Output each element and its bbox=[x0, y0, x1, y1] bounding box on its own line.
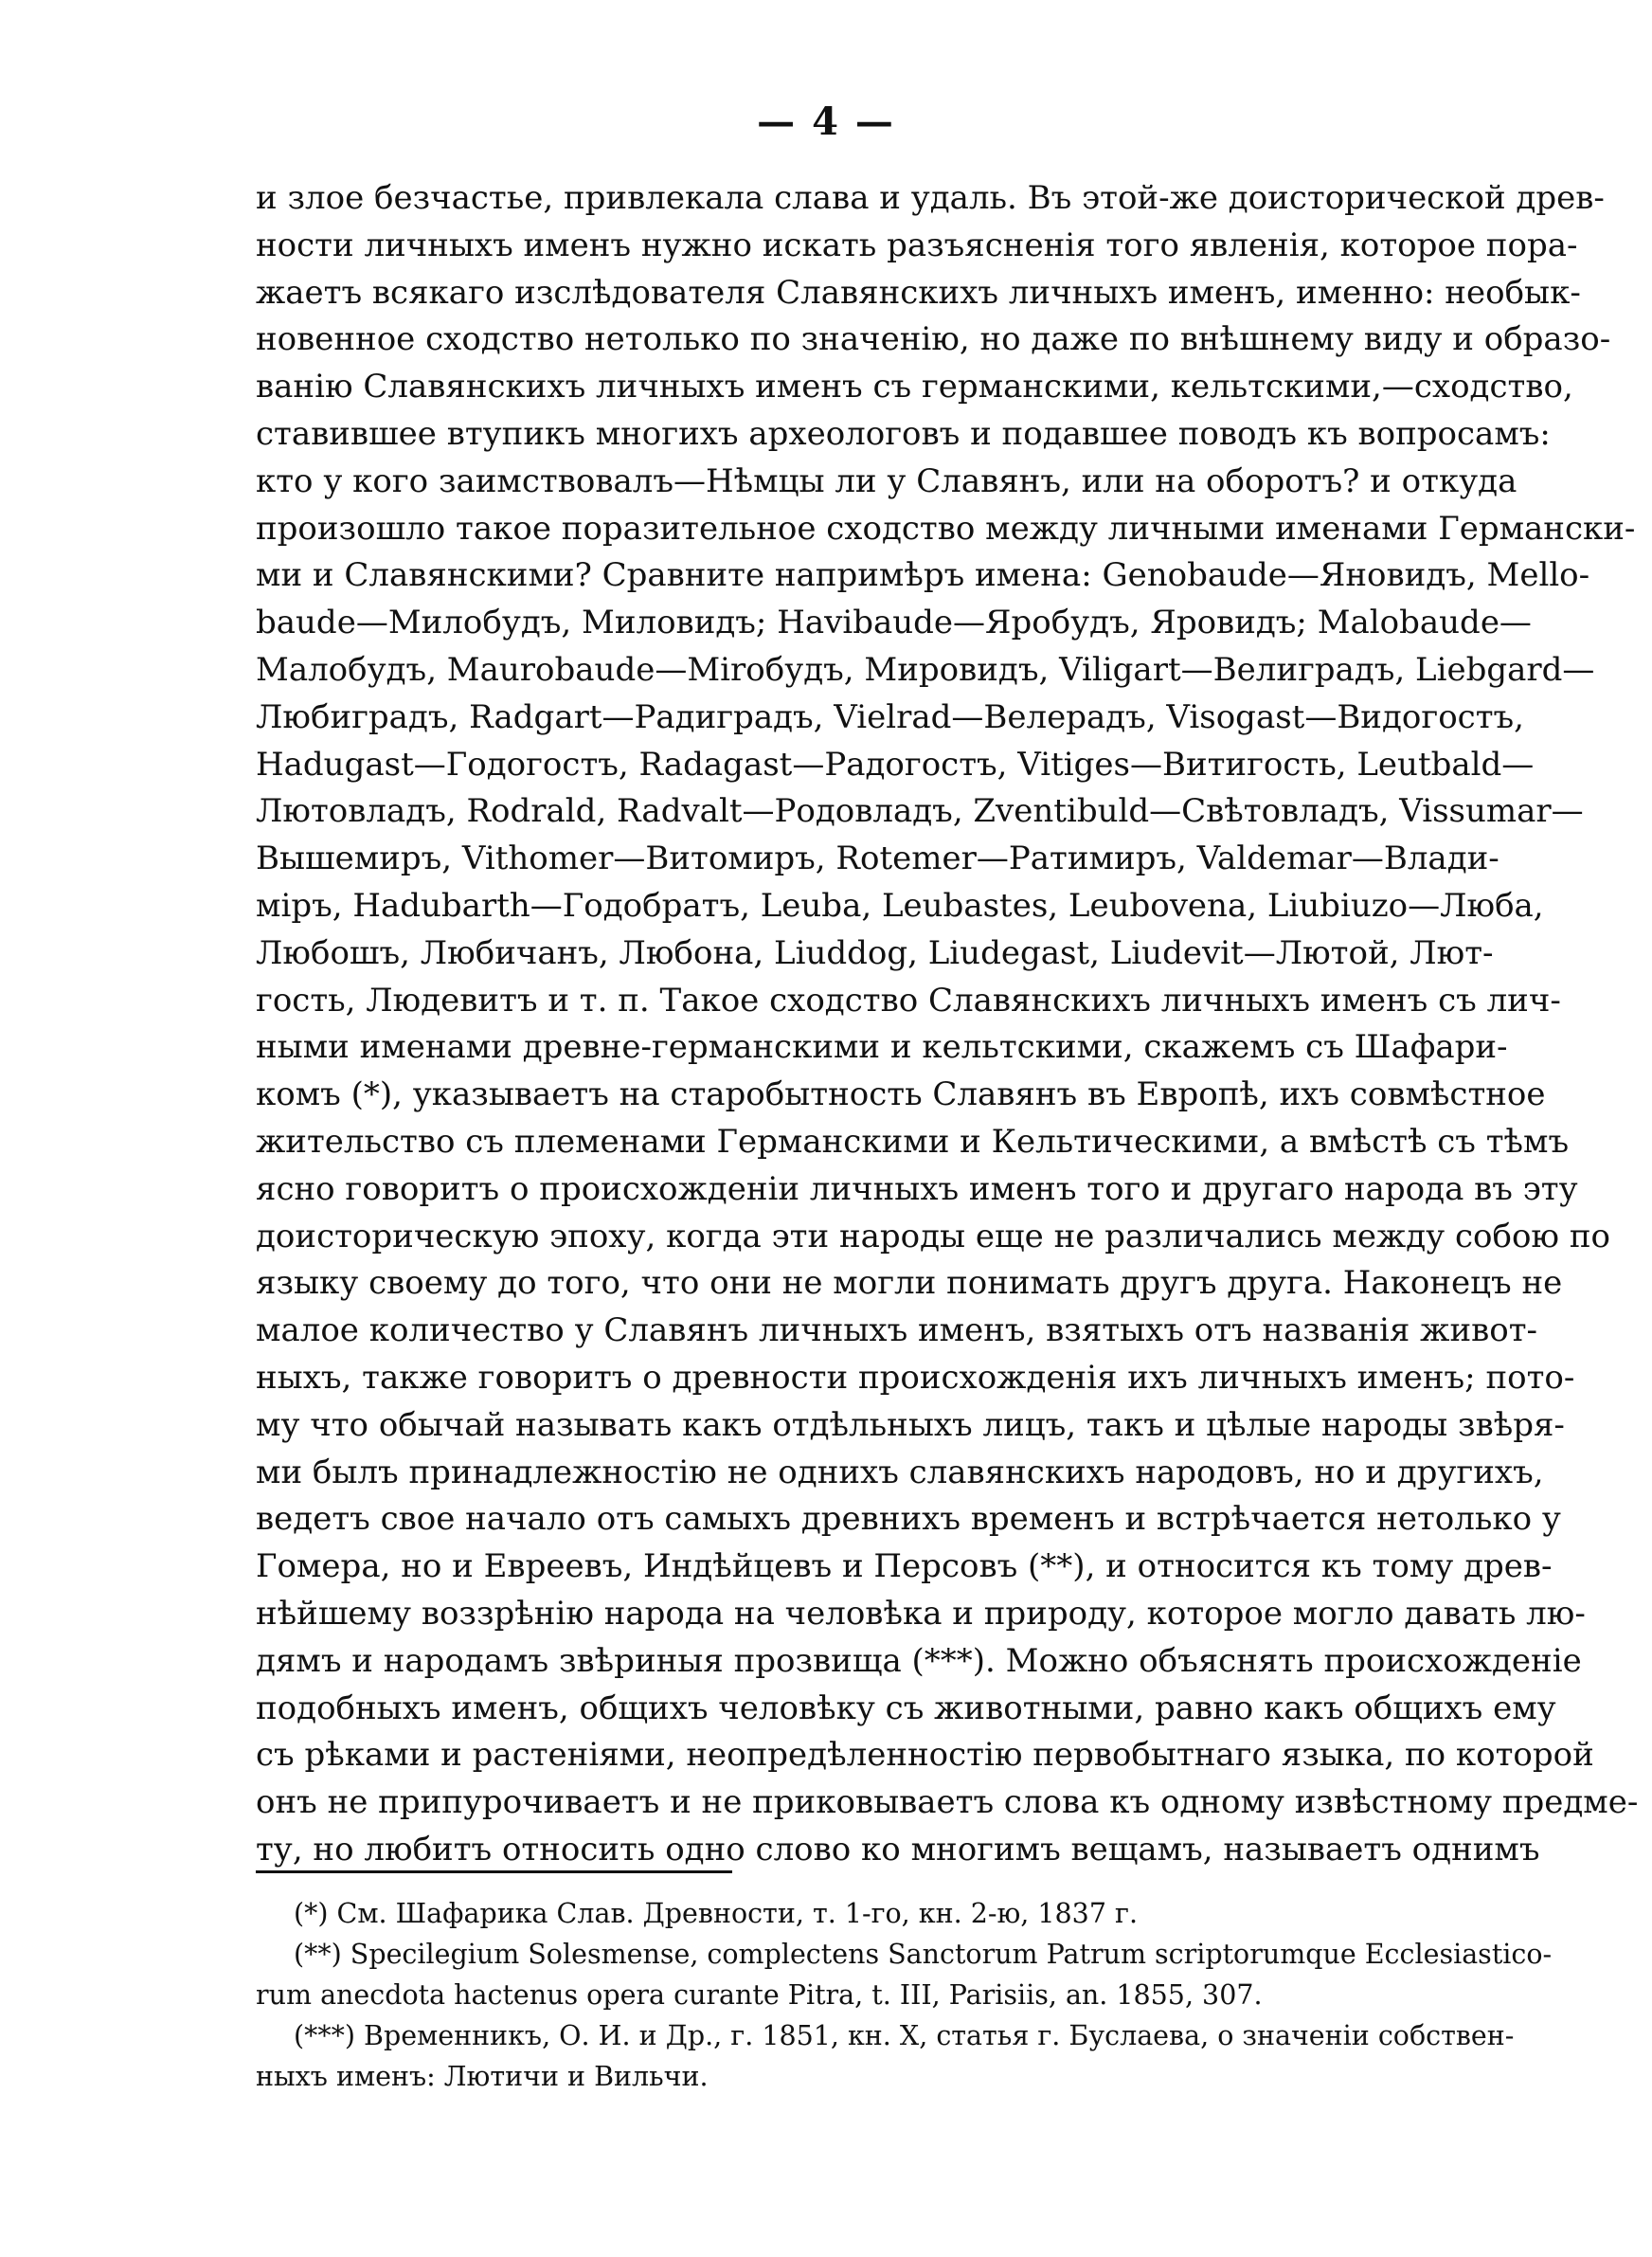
body-line: нѣйшему воззрѣнію народа на человѣка и природу, которое могло давать лю- bbox=[256, 1594, 1586, 1633]
body-line: языку своему до того, что они не могли понимать другъ друга. Наконецъ не bbox=[256, 1264, 1563, 1303]
body-line: онъ не припурочиваетъ и не приковываетъ слова къ одному извѣстному предме- bbox=[256, 1783, 1639, 1822]
footnote-line: ныхъ именъ: Лютичи и Вильчи. bbox=[256, 2061, 709, 2092]
body-line: подобныхъ именъ, общихъ человѣку съ животными, равно какъ общихъ ему bbox=[256, 1688, 1556, 1727]
body-line: малое количество у Славянъ личныхъ именъ, взятыхъ отъ названія живот- bbox=[256, 1311, 1538, 1350]
body-line: гость, Людевитъ и т. п. Такое сходство Славянскихъ личныхъ именъ съ лич- bbox=[256, 981, 1561, 1020]
body-line: ныхъ, также говоритъ о древности происхожденія ихъ личныхъ именъ; пото- bbox=[256, 1358, 1575, 1397]
body-line: ставившее втупикъ многихъ археологовъ и подавшее поводъ къ вопросамъ: bbox=[256, 414, 1551, 453]
body-line: кто у кого заимствовалъ—Нѣмцы ли у Славянъ, или на оборотъ? и откуда bbox=[256, 461, 1517, 500]
page-number: — 4 — bbox=[757, 99, 895, 144]
body-line: новенное сходство нетолько по значенію, но даже по внѣшнему виду и образо- bbox=[256, 320, 1611, 359]
body-line: Малобудъ, Maurobaude—Мirобудъ, Мировидъ, Viligart—Велиградъ, Liebgard— bbox=[256, 650, 1595, 689]
body-line: ванію Славянскихъ личныхъ именъ съ германскими, кельтскими,—сходство, bbox=[256, 368, 1573, 406]
body-line: Гомера, но и Евреевъ, Индѣйцевъ и Персовъ (**), и относится къ тому древ- bbox=[256, 1547, 1553, 1586]
body-line: baude—Милобудъ, Миловидъ; Havibaude—Яробудъ, Яровидъ; Malobaude— bbox=[256, 604, 1532, 642]
body-line: міръ, Hadubarth—Годобратъ, Leuba, Leubastes, Leubovena, Liubiuzo—Люба, bbox=[256, 886, 1544, 925]
body-line: ту, но любитъ относить одно слово ко многимъ вещамъ, называетъ однимъ bbox=[256, 1830, 1540, 1869]
body-line: доисторическую эпоху, когда эти народы еще не различались между собою по bbox=[256, 1217, 1610, 1255]
footnote-line: (*) См. Шафарика Слав. Древности, т. 1-го, кн. 2-ю, 1837 г. bbox=[294, 1898, 1139, 1929]
body-line: ведетъ свое начало отъ самыхъ древнихъ временъ и встрѣчается нетолько у bbox=[256, 1500, 1561, 1539]
footnote-line: (***) Временникъ, О. И. и Др., г. 1851, кн. X, статья г. Буслаева, о значеніи собствен- bbox=[294, 2020, 1515, 2051]
body-line: и злое безчастье, привлекала слава и удаль. Въ этой-же доисторической древ- bbox=[256, 179, 1605, 217]
footnote-divider bbox=[256, 1870, 732, 1873]
body-line: съ рѣками и растеніями, неопредѣленностію первобытнаго языка, по которой bbox=[256, 1736, 1594, 1775]
body-line: комъ (*), указываетъ на старобытность Славянъ въ Европѣ, ихъ совмѣстное bbox=[256, 1075, 1546, 1114]
body-text bbox=[256, 175, 1639, 1874]
body-line: ности личныхъ именъ нужно искать разъясненія того явленія, которое пора- bbox=[256, 226, 1578, 264]
body-line: ясно говоритъ о происхожденіи личныхъ именъ того и другаго народа въ эту bbox=[256, 1169, 1578, 1208]
body-line: жаетъ всякаго изслѣдователя Славянскихъ личныхъ именъ, именно: необык- bbox=[256, 273, 1581, 312]
body-line: Hadugast—Годогостъ, Radagast—Радогостъ, Vitiges—Витигость, Leutbald— bbox=[256, 745, 1535, 784]
body-line: Любошъ, Любичанъ, Любона, Liuddog, Liudegast, Liudevit—Лютой, Лют- bbox=[256, 933, 1494, 972]
footnote-line: (**) Specilegium Solesmense, complectens Sanctorum Patrum scriptorumque Ecclesiastico- bbox=[294, 1939, 1553, 1970]
body-line: Любиградъ, Radgart—Радиградъ, Vielrad—Велерадъ, Visogast—Видогостъ, bbox=[256, 697, 1524, 736]
body-line: му что обычай называть какъ отдѣльныхъ лицъ, такъ и цѣлые народы звѣря- bbox=[256, 1405, 1565, 1444]
body-line: Лютовладъ, Rodrald, Radvalt—Родовладъ, Zventibuld—Свѣтовладъ, Vissumar— bbox=[256, 792, 1584, 831]
body-line: произошло такое поразительное сходство между личными именами Германски- bbox=[256, 509, 1636, 548]
footnote-line: rum anecdota hactenus opera curante Pitra, t. III, Parisiis, an. 1855, 307. bbox=[256, 1979, 1263, 2011]
body-line: Вышемиръ, Vithomer—Витомиръ, Rotemer—Ратимиръ, Valdemar—Влади- bbox=[256, 840, 1499, 878]
body-line: ми былъ принадлежностію не однихъ славянскихъ народовъ, но и другихъ, bbox=[256, 1453, 1544, 1491]
footnotes bbox=[256, 1893, 1553, 2097]
body-line: ми и Славянскими? Сравните напримѣръ имена: Genobaude—Яновидъ, Mello- bbox=[256, 556, 1590, 595]
body-line: ными именами древне-германскими и кельтскими, скажемъ съ Шафари- bbox=[256, 1028, 1508, 1067]
body-line: дямъ и народамъ звѣриныя прозвища (***). Можно объяснять происхожденіе bbox=[256, 1641, 1582, 1680]
body-line: жительство съ племенами Германскими и Кельтическими, а вмѣстѣ съ тѣмъ bbox=[256, 1122, 1570, 1161]
